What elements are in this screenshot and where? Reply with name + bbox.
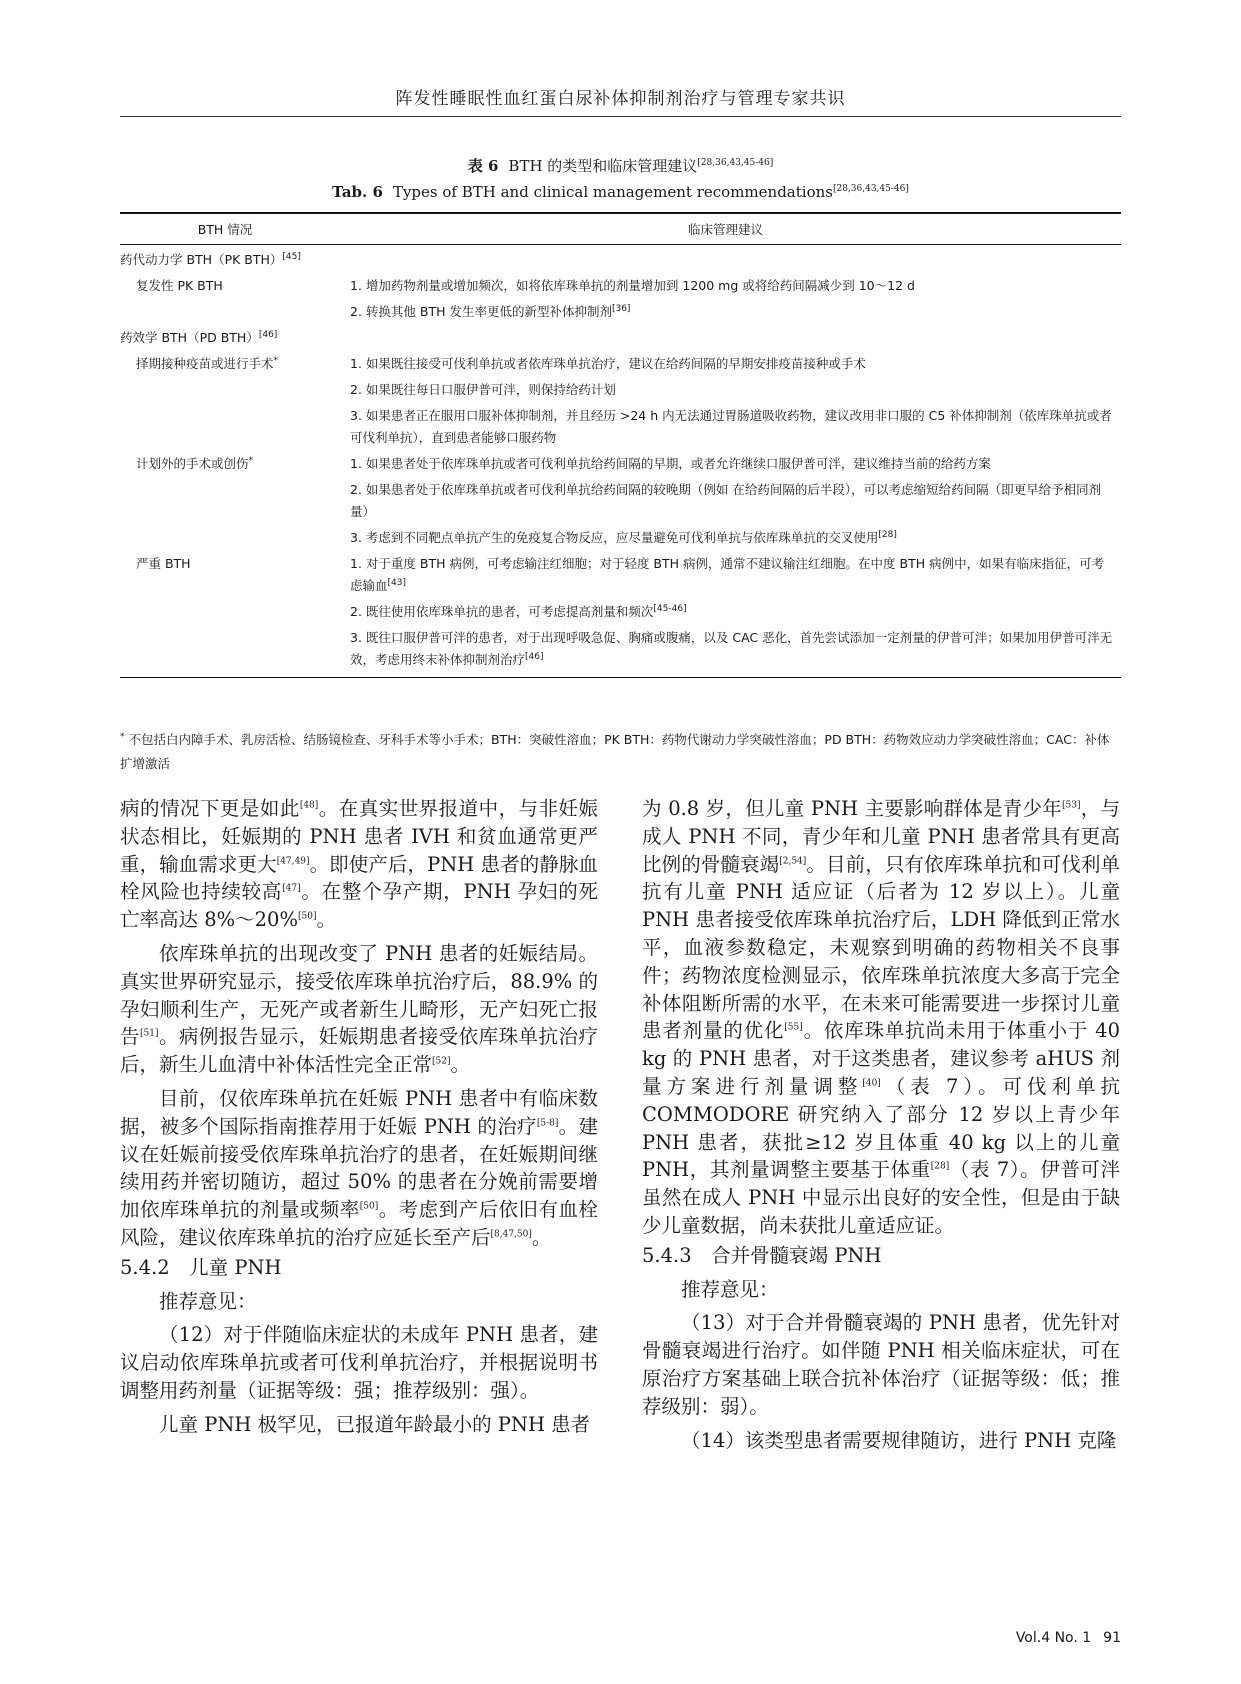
- citation: [45-46]: [653, 603, 687, 614]
- volume-issue: Vol.4 No. 1: [1015, 1630, 1092, 1646]
- recommendation-paragraph: （12）对于伴随临床症状的未成年 PNH 患者，建议启动依库珠单抗或者可伐利单抗治疗，并根据说明书调整用药剂量（证据等级：强；推荐级别：强）。: [120, 1323, 598, 1402]
- recommendation-item: 2. 如果既往每日口服伊普可泮，则保持给药计划: [350, 381, 616, 397]
- table-title-en: Types of BTH and clinical management recommendations: [392, 183, 833, 201]
- group-label: 药效学 BTH（PD BTH）: [120, 329, 259, 345]
- citation: [50]: [359, 1201, 379, 1212]
- citation: [48]: [299, 800, 319, 811]
- recommendation-item: 3. 既往口服伊普可泮的患者，对于出现呼吸急促、胸痛或腹痛，以及 CAC 恶化，首先尝试添加一定剂量的伊普可泮；如果加用伊普可泮无效，考虑用终末补体抑制剂治疗[46]: [350, 629, 1113, 667]
- citation: [2,54]: [779, 856, 807, 867]
- footnote-mark: *: [248, 455, 254, 466]
- table-label-zh: 表 6: [467, 157, 499, 175]
- footnote-mark: *: [120, 731, 125, 742]
- citation: [28,36,43,45-46]: [697, 158, 774, 168]
- table-footnote: * 不包括白内障手术、乳房活检、结肠镜检查、牙科手术等小手术；BTH：突破性溶血；PK BTH：药物代谢动力学突破性溶血；PD BTH：药物效应动力学突破性溶血；CAC：补体扩增激活: [120, 731, 1110, 771]
- citation: [53]: [1062, 800, 1081, 811]
- header-rule: [120, 116, 1121, 117]
- citation: [46]: [525, 651, 544, 662]
- footnote-mark: *: [273, 355, 279, 366]
- table-row: [120, 271, 1121, 323]
- citation: [47]: [282, 883, 301, 894]
- recommendation-item: 1. 如果患者处于依库珠单抗或者可伐利单抗给药间隔的早期，或者允许继续口服伊普可泮，建议维持当前的给药方案: [350, 455, 991, 471]
- citation: [45]: [282, 251, 301, 262]
- row-label: 择期接种疫苗或进行手术*: [136, 355, 279, 371]
- citation: [5-8]: [536, 1118, 559, 1129]
- bth-table: [120, 212, 1121, 678]
- section-heading: 5.4.3 合并骨髓衰竭 PNH: [642, 1243, 882, 1267]
- table-row: [120, 449, 1121, 549]
- recommendation-item: 2. 转换其他 BTH 发生率更低的新型补体抑制剂[36]: [350, 303, 631, 319]
- recommendation-heading: 推荐意见：: [681, 1277, 779, 1301]
- paragraph: 依库珠单抗的出现改变了 PNH 患者的妊娠结局。真实世界研究显示，接受依库珠单抗治疗后，88.9% 的孕妇顺利生产，无死产或者新生儿畸形，无产妇死亡报告[51]。病例报告显示，妊娠期患者接受依库珠单抗治疗后，新生儿血清中补体活性完全正常[52]。: [120, 941, 598, 1077]
- running-header: 阵发性睡眠性血红蛋白尿补体抑制剂治疗与管理专家共识: [395, 89, 846, 109]
- recommendation-item: 2. 如果患者处于依库珠单抗或者可伐利单抗给药间隔的较晚期（例如 在给药间隔的后半段），可以考虑缩短给药间隔（即更早给予相同剂量）: [350, 481, 1102, 519]
- citation: [55]: [784, 1022, 803, 1033]
- recommendation-paragraph: （13）对于合并骨髓衰竭的 PNH 患者，优先针对骨髓衰竭进行治疗。如伴随 PNH 相关临床症状，可在原治疗方案基础上联合抗补体治疗（证据等级：低；推荐级别：弱）。: [642, 1311, 1120, 1418]
- citation: [43]: [387, 577, 406, 588]
- citation: [8,47,50]: [490, 1229, 532, 1240]
- citation: [40]: [862, 1078, 881, 1089]
- row-label: 计划外的手术或创伤*: [136, 455, 254, 471]
- citation: [28]: [878, 529, 897, 540]
- table-label-en: Tab. 6: [332, 183, 383, 201]
- table-row: [120, 549, 1121, 671]
- citation: [28]: [930, 1161, 950, 1172]
- table-group-pk: [120, 245, 1121, 271]
- citation: [28,36,43,45-46]: [832, 184, 909, 194]
- paragraph: 目前，仅依库珠单抗在妊娠 PNH 患者中有临床数据，被多个国际指南推荐用于妊娠 PNH 的治疗[5-8]。建议在妊娠前接受依库珠单抗治疗的患者，在妊娠期间继续用药并密切随访，超过 50% 的患者在分娩前需要增加依库珠单抗的剂量或频率[50]。考虑到产后依旧有血栓风险，建议依库珠单抗的治疗应延长至产后[8,47,50]。: [120, 1086, 598, 1249]
- column-header-bth: BTH 情况: [197, 221, 253, 237]
- recommendation-item: 1. 如果既往接受可伐利单抗或者依库珠单抗治疗，建议在给药间隔的早期安排疫苗接种或手术: [350, 355, 866, 371]
- recommendation-item: 1. 增加药物剂量或增加频次，如将依库珠单抗的剂量增加到 1200 mg 或将给药间隔减少到 10～12 d: [350, 277, 915, 293]
- table-caption-zh: [120, 155, 1121, 176]
- citation: [47,49]: [276, 856, 310, 867]
- table-title-zh: BTH 的类型和临床管理建议: [508, 157, 698, 175]
- row-label: 严重 BTH: [136, 555, 191, 571]
- page-footer: [1016, 1630, 1121, 1646]
- recommendation-paragraph: （14）该类型患者需要规律随访，进行 PNH 克隆: [681, 1428, 1117, 1452]
- table-bottom-rule: [120, 677, 1121, 679]
- body-column-right: [642, 795, 1120, 1454]
- column-header-recommendation: 临床管理建议: [687, 221, 763, 237]
- citation: [36]: [611, 303, 631, 314]
- paragraph: 儿童 PNH 极罕见，已报道年龄最小的 PNH 患者: [159, 1412, 591, 1436]
- table-caption-en: [120, 183, 1121, 201]
- table-header-row: [120, 214, 1121, 244]
- body-column-left: [120, 795, 598, 1439]
- recommendation-item: 2. 既往使用依库珠单抗的患者，可考虑提高剂量和频次[45-46]: [350, 603, 687, 619]
- recommendation-item: 3. 考虑到不同靶点单抗产生的免疫复合物反应，应尽量避免可伐利单抗与依库珠单抗的交叉使用[28]: [350, 529, 897, 545]
- table-row: [120, 349, 1121, 449]
- recommendation-item: 3. 如果患者正在服用口服补体抑制剂，并且经历 >24 h 内无法通过胃肠道吸收药物，建议改用非口服的 C5 补体抑制剂（依库珠单抗或者可伐利单抗），直到患者能够口服药物: [350, 407, 1112, 445]
- row-label: 复发性 PK BTH: [136, 277, 223, 293]
- paragraph: 为 0.8 岁，但儿童 PNH 主要影响群体是青少年[53]，与成人 PNH 不同，青少年和儿童 PNH 患者常具有更高比例的骨髓衰竭[2,54]。目前，只有依库珠单抗和可伐利单抗有儿童 PNH 适应证（后者为 12 岁以上）。儿童 PNH 患者接受依库珠单抗治疗后，LDH 降低到正常水平，血液参数稳定，未观察到明确的药物相关不良事件；药物浓度检测显示，依库珠单抗浓度大多高于完全补体阻断所需的水平，在未来可能需要进一步探讨儿童患者剂量的优化[55]。依库珠单抗尚未用于体重小于 40 kg 的 PNH 患者，对于这类患者，建议参考 aHUS 剂量方案进行剂量调整[40]（表 7）。可伐利单抗 COMMODORE 研究纳入了部分 12 岁以上青少年 PNH 患者，获批≥12 岁且体重 40 kg 以上的儿童 PNH，其剂量调整主要基于体重[28]（表 7）。伊普可泮虽然在成人 PNH 中显示出良好的安全性，但是由于缺少儿童数据，尚未获批儿童适应证。: [642, 797, 1120, 1237]
- recommendation-heading: 推荐意见：: [159, 1289, 257, 1313]
- section-heading: 5.4.2 儿童 PNH: [120, 1255, 282, 1279]
- paragraph: 病的情况下更是如此[48]。在真实世界报道中，与非妊娠状态相比，妊娠期的 PNH 患者 IVH 和贫血通常更严重，输血需求更大[47,49]。即使产后，PNH 患者的静脉血栓风险也持续较高[47]。在整个孕产期，PNH 孕妇的死亡率高达 8%～20%[50]。: [120, 797, 598, 932]
- citation: [52]: [432, 1056, 451, 1067]
- page-number: 91: [1103, 1630, 1121, 1646]
- recommendation-item: 1. 对于重度 BTH 病例，可考虑输注红细胞；对于轻度 BTH 病例，通常不建议输注红细胞。在中度 BTH 病例中，如果有临床指征，可考虑输血[43]: [350, 555, 1105, 593]
- citation: [51]: [139, 1028, 159, 1039]
- citation: [50]: [297, 911, 317, 922]
- group-label: 药代动力学 BTH（PK BTH）: [120, 251, 283, 267]
- table-group-pd: [120, 323, 1121, 349]
- citation: [46]: [258, 329, 278, 340]
